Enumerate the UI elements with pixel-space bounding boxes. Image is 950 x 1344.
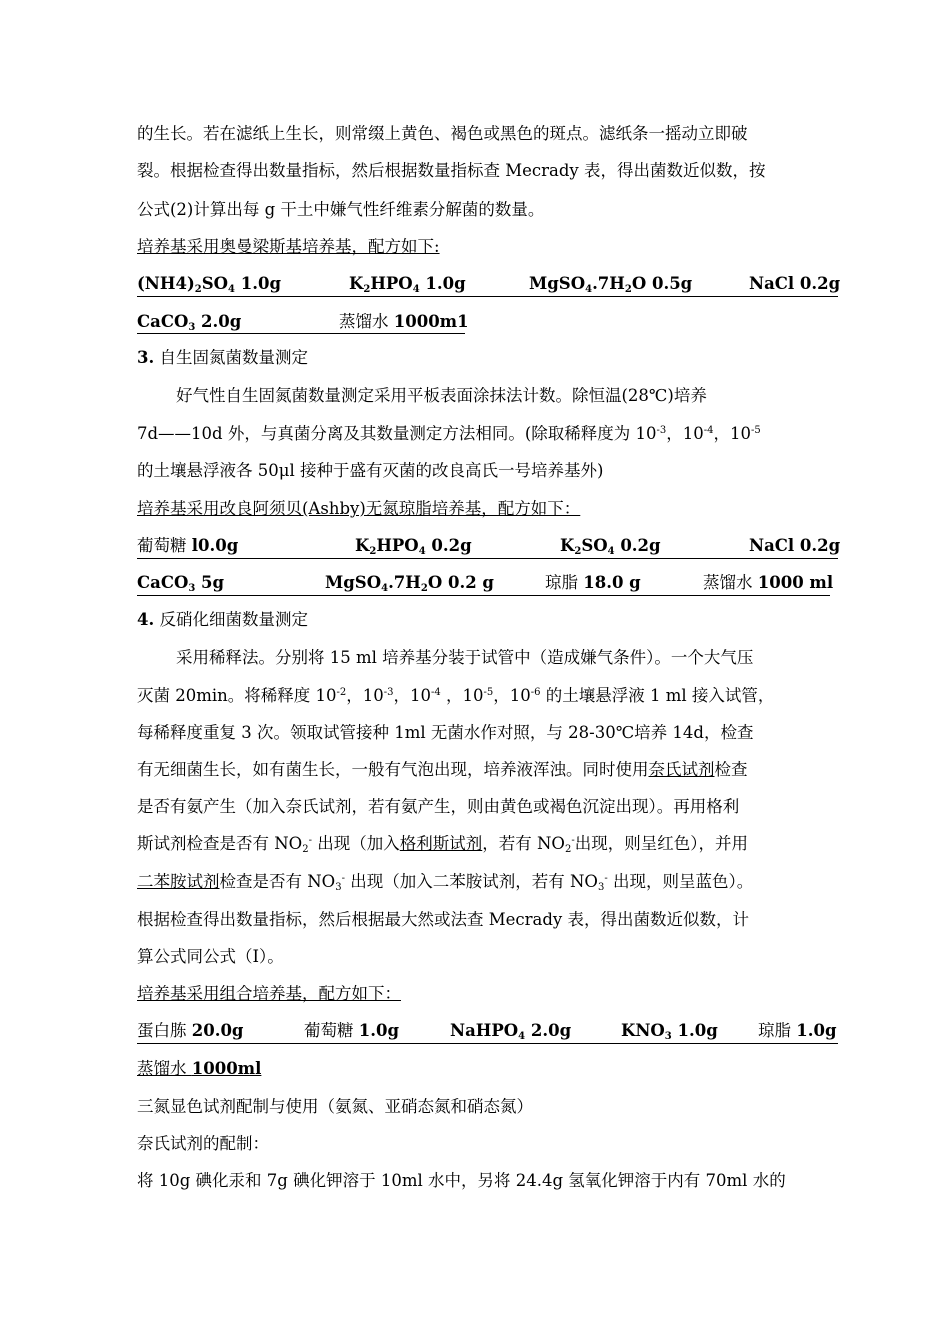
subsection-title [137,1097,838,1117]
text-fragment: 4. [137,610,155,629]
medium-intro [137,237,838,257]
text-fragment: 1000 ml [757,573,834,592]
text-fragment: 0.2g [614,536,661,555]
text-fragment: 蒸馏水 [703,573,758,592]
text-fragment: SO [201,274,229,293]
text: 采用稀释法。分别将 15 ml 培养基分装于试管中（造成嫌气条件）。一个大气压 [176,648,754,667]
formula-item [137,573,224,593]
text-fragment: MgSO [529,274,586,293]
text-fragment: 琼脂 [545,573,584,592]
text-fragment: ，10 [666,424,704,443]
text-fragment: l0.0g [191,536,239,555]
formula-row [137,573,834,596]
text-fragment: CaCO [137,573,189,592]
paragraph-line [137,910,838,930]
formula-item [749,536,840,556]
text-fragment: K [355,536,370,555]
text-fragment: 葡萄糖 [304,1021,359,1040]
text-fragment: ，10 [393,686,432,705]
text-fragment: 1000ml [191,1059,262,1078]
text: 算公式同公式（Ⅰ）。 [137,947,284,966]
paragraph-line [137,834,838,854]
text-fragment: ，10 [713,424,752,443]
formula-item [339,312,469,332]
text-fragment: 4 [228,284,236,295]
text-fragment: - [571,835,575,846]
paragraph-line [137,161,838,181]
text-fragment: 2 [302,844,309,855]
formula-row [137,1021,838,1044]
text-fragment: 葡萄糖 [137,536,192,555]
text-fragment: 4 [381,583,389,594]
text-fragment: 4 [607,546,615,557]
text-fragment: -6 [530,687,541,698]
formula-item [529,274,692,294]
text-fragment: ，10 [346,686,384,705]
text-fragment: .7H [592,274,625,293]
text-fragment: 0.2g [425,536,472,555]
paragraph-line [176,386,838,406]
text-fragment: -3 [656,425,667,436]
paragraph-line [137,200,838,220]
formula-item [137,274,281,294]
text-fragment: 3 [597,882,605,893]
text-fragment: 奈氏试剂 [648,760,715,779]
text-fragment: HPO [370,274,413,293]
text-fragment: 18.0 g [583,573,641,592]
medium-intro [137,984,838,1004]
text-fragment: 1000m1 [393,312,469,331]
text-fragment: 有无细菌生长，如有菌生长，一般有气泡出现，培养液浑浊。同时使用 [137,760,649,779]
formula-item [137,536,238,556]
text-fragment: 2.0g [195,312,242,331]
text-fragment: 出现（加入 [311,834,400,853]
text-fragment: 出现，则呈蓝色）。 [607,872,754,891]
text: 培养基采用组合培养基，配方如下： [137,984,401,1003]
text-fragment: -3 [383,687,394,698]
text-fragment: 检查是否有 NO [219,872,336,891]
text-fragment: 反硝化细菌数量测定 [154,610,308,629]
text-fragment: 20.0g [191,1021,244,1040]
text-fragment: NaCl 0.2g [749,274,841,293]
text: 的生长。若在滤纸上生长，则常缀上黄色、褐色或黑色的斑点。滤纸条一摇动立即破 [137,124,748,143]
text-fragment: 3 [335,882,342,893]
formula-row [137,274,841,297]
text-fragment: O 0.5g [631,274,693,293]
paragraph-line [137,760,838,780]
text-fragment: 4 [412,284,420,295]
text-fragment: 5g [195,573,225,592]
text-fragment: -5 [483,687,494,698]
text-fragment: 蒸馏水 [339,312,394,331]
paragraph-line [137,124,838,144]
formula-item [355,536,472,556]
text-fragment: 2 [574,546,582,557]
text-fragment: 灭菌 20min。将稀释度 10 [137,686,337,705]
text: 公式(2)计算出每 g 干土中嫌气性纤维素分解菌的数量。 [137,200,545,219]
formula-item [450,1021,571,1041]
text-fragment: KNO [621,1021,665,1040]
text: 三氮显色试剂配制与使用（氨氮、亚硝态氮和硝态氮） [137,1097,533,1116]
text-fragment: O 0.2 g [427,573,494,592]
text-fragment: SO [581,536,608,555]
text-fragment: -4 [703,425,714,436]
formula-item [137,1021,243,1041]
paragraph-line [137,947,838,967]
text-fragment: NaHPO [450,1021,519,1040]
formula-item [137,312,241,332]
text: 是否有氨产生（加入奈氏试剂，若有氨产生，则由黄色或褐色沉淀出现）。再用格利 [137,797,740,816]
paragraph-line [137,461,838,481]
text-fragment: 格利斯试剂 [399,834,483,853]
text-fragment: 的土壤悬浮液 1 ml 接入试管， [540,686,775,705]
text-fragment: 1.0g [235,274,282,293]
text-fragment: 出现（加入二苯胺试剂，若有 NO [344,872,598,891]
text-fragment: 4 [585,284,593,295]
formula-item [703,573,833,593]
formula-item [621,1021,718,1041]
text-fragment: -2 [336,687,347,698]
paragraph-line [176,648,838,668]
text-fragment: 二苯胺试剂 [137,872,220,891]
formula-row [137,536,841,559]
formula-item [545,573,641,593]
text-fragment: 蒸馏水 [137,1059,192,1078]
text: 将 10g 碘化汞和 7g 碘化钾溶于 10ml 水中，另将 24.4g 氢氧化钾溶于内有 70ml 水的 [137,1171,786,1190]
text-fragment: -5 [751,425,761,436]
text-fragment: 1.0g [358,1021,399,1040]
text: 培养基采用奥曼梁斯基培养基，配方如下: [137,237,440,256]
text-fragment: -4 [431,687,441,698]
text-fragment: HPO [376,536,419,555]
text-fragment: CaCO [137,312,189,331]
text-fragment: 3 [188,322,196,333]
paragraph-line [137,723,838,743]
text-fragment: K [560,536,575,555]
text-fragment: .7H [388,573,421,592]
text-fragment: 1.0g [796,1021,837,1040]
paragraph-line [137,797,838,817]
text-fragment: - [308,835,312,846]
text-fragment: 检查 [714,760,748,779]
section-heading [137,348,838,368]
text-fragment: 2 [363,284,371,295]
text-fragment: 2 [194,284,202,295]
text: 裂。根据检查得出数量指标，然后根据数量指标查 Mecrady 表，得出菌数近似数，按 [137,161,766,180]
paragraph-line [137,872,838,892]
text-fragment: - [341,873,345,884]
text: 每稀释度重复 3 次。领取试管接种 1ml 无菌水作对照，与 28-30℃培养 14d，检查 [137,723,754,742]
formula-item [758,1021,837,1041]
text: 奈氏试剂的配制： [137,1134,269,1153]
formula-row [137,1059,838,1079]
formula-row [137,312,469,334]
formula-item [304,1021,399,1041]
text-fragment: MgSO [325,573,382,592]
paragraph-line [137,424,838,444]
text: 培养基采用改良阿须贝(Ashby)无氮琼脂培养基，配方如下： [137,499,581,518]
text: 的土壤悬浮液各 50μl 接种于盛有灭菌的改良高氏一号培养基外) [137,461,604,480]
text-fragment: 琼脂 [758,1021,797,1040]
text-fragment: 4 [518,1031,526,1042]
text-fragment: (NH4) [137,274,195,293]
text-fragment: 蛋白胨 [137,1021,192,1040]
text-fragment: 3 [188,583,196,594]
text-fragment: 2 [624,284,632,295]
text-fragment: 出现，则呈红色），并用 [574,834,748,853]
text-fragment: 自生固氮菌数量测定 [154,348,308,367]
text-fragment: 2 [564,844,572,855]
text-fragment: 3. [137,348,155,367]
text-fragment: K [349,274,364,293]
formula-item [349,274,466,294]
text-fragment: ，10 [440,686,484,705]
formula-item [749,274,840,294]
text: 根据检查得出数量指标，然后根据最大然或法查 Mecrady 表，得出菌数近似数，计 [137,910,749,929]
formula-item [560,536,661,556]
text-fragment: 1.0g [419,274,466,293]
text-fragment: ，10 [493,686,531,705]
text-fragment: 2 [369,546,377,557]
text-fragment: NaCl 0.2g [749,536,841,555]
text-fragment: 斯试剂检查是否有 NO [137,834,303,853]
formula-item [325,573,494,593]
formula-item [137,1059,261,1078]
text-fragment: 2 [420,583,428,594]
text-fragment: 4 [418,546,426,557]
text: 好气性自生固氮菌数量测定采用平板表面涂抹法计数。除恒温(28℃)培养 [176,386,707,405]
text-fragment: - [604,873,608,884]
subsection-title [137,1134,838,1154]
text-fragment: ，若有 NO [482,834,565,853]
medium-intro [137,499,838,519]
section-heading [137,610,838,630]
text-fragment: 3 [664,1031,672,1042]
text-fragment: 1.0g [671,1021,718,1040]
text-fragment: 7d——10d 外，与真菌分离及其数量测定方法相同。(除取稀释度为 10 [137,424,657,443]
text-fragment: 2.0g [525,1021,572,1040]
paragraph-line [137,1171,838,1191]
paragraph-line [137,686,838,706]
